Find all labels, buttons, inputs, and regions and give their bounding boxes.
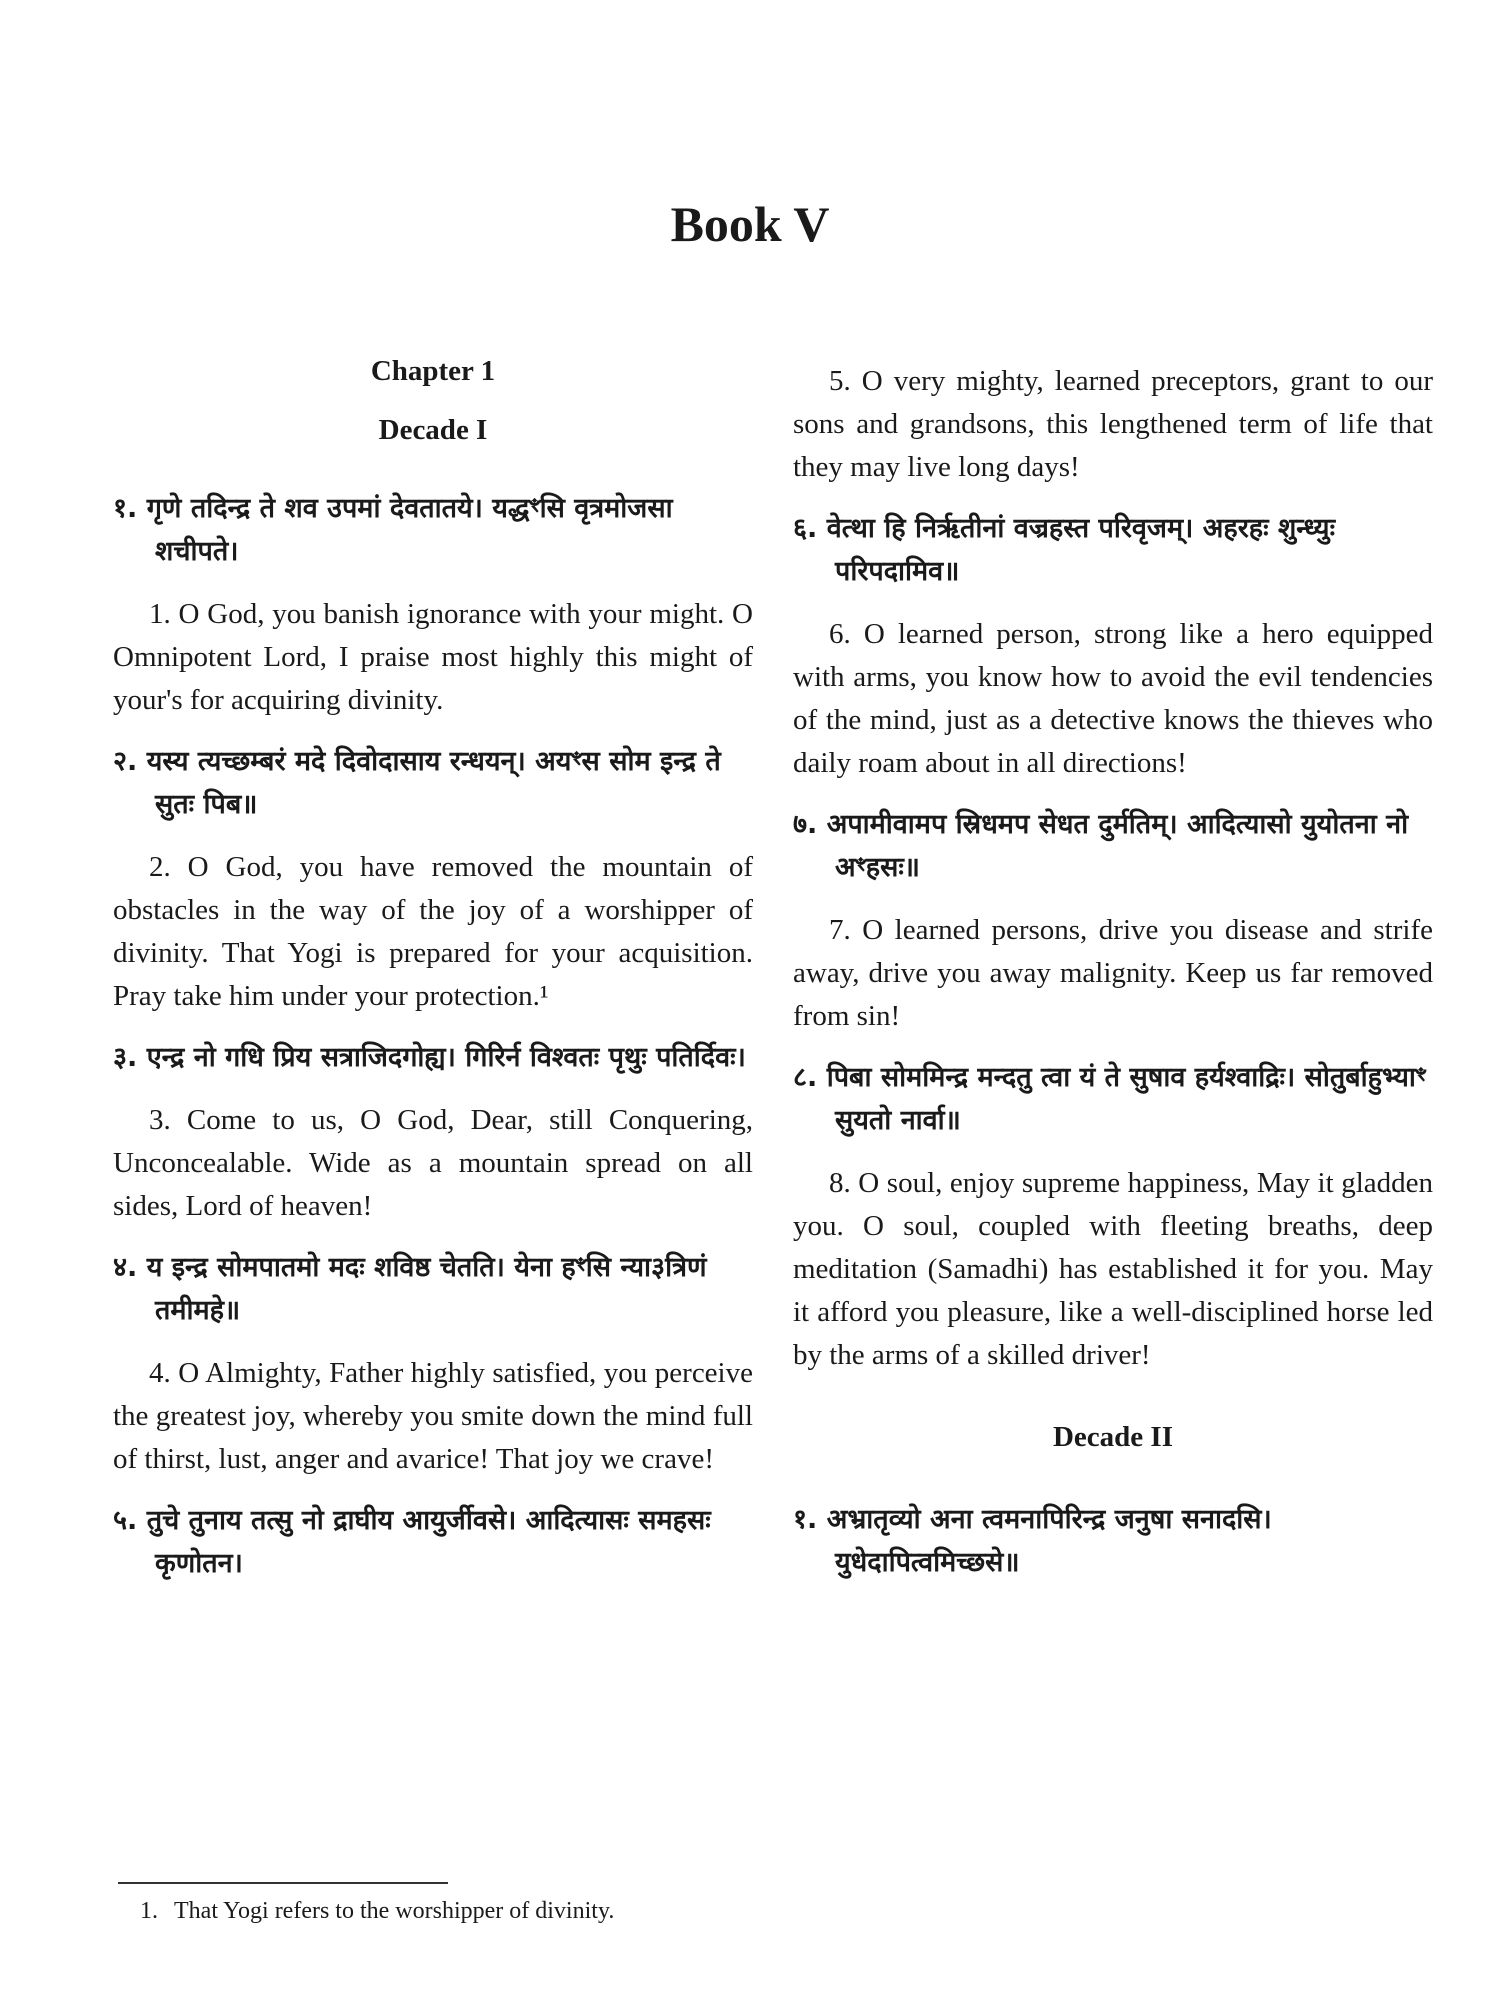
chapter-title: Chapter 1	[370, 355, 496, 387]
translation-verse-6: 6. O learned person, strong like a hero equipped with arms, you know how to avoid the evil tendencies of the mind, just as a detective knows the thieves who daily roam about in all directions!	[793, 618, 1433, 779]
sanskrit-verse-3: ३. एन्द्र नो गधि प्रिय सत्राजिदगोह्य। गिरिर्न विश्वतः पृथुः पतिर्दिवः।	[113, 1042, 746, 1073]
sanskrit-verse-4: ४. य इन्द्र सोमपातमो मदः शविष्ठ चेतति। येना हꣳसि न्या३त्रिणं तमीमहे॥	[113, 1252, 707, 1326]
translation-verse-2: 2. O God, you have removed the mountain of obstacles in the way of the joy of a worshipper of divinity. That Yogi is prepared for your acquisition. Pray take him under your protection.¹	[113, 851, 753, 1012]
sanskrit-verse-2: २. यस्य त्यच्छम्बरं मदे दिवोदासाय रन्धयन्। अयꣳस सोम इन्द्र ते सुतः पिब॥	[113, 746, 721, 820]
sanskrit-verse-6: ६. वेत्था हि निर्ऋतीनां वज्रहस्त परिवृजम्। अहरहः शुन्ध्युः परिपदामिव॥	[793, 513, 1336, 587]
translation-verse-1: 1. O God, you banish ignorance with your might. O Omnipotent Lord, I praise most highly this might of your's for acquiring divinity.	[113, 598, 753, 716]
left-column	[113, 355, 753, 1605]
translation-verse-8: 8. O soul, enjoy supreme happiness, May it gladden you. O soul, coupled with fleeting breaths, deep meditation (Samadhi) has established it for you. May it afford you pleasure, like a well-disciplined horse led by the arms of a skilled driver!	[793, 1167, 1433, 1371]
footnote-divider	[118, 1882, 448, 1884]
footnote-number: 1.	[140, 1898, 158, 1924]
book-title: Book V	[670, 196, 830, 252]
decade-title: Decade I	[378, 414, 488, 446]
translation-verse-7: 7. O learned persons, drive you disease and strife away, drive you away malignity. Keep us far removed from sin!	[793, 914, 1433, 1032]
sanskrit-verse-8: ८. पिबा सोममिन्द्र मन्दतु त्वा यं ते सुषाव हर्यश्वाद्रिः। सोतुर्बाहुभ्याꣳ सुयतो नार्वा॥	[793, 1062, 1426, 1136]
translation-verse-5: 5. O very mighty, learned preceptors, grant to our sons and grandsons, this lengthened term of life that they may live long days!	[793, 365, 1433, 483]
sanskrit-verse-7: ७. अपामीवामप स्रिधमप सेधत दुर्मतिम्। आदित्यासो युयोतना नो अꣳहसः॥	[793, 809, 1409, 883]
right-column	[793, 360, 1433, 1604]
sanskrit-verse-1: १. गृणे तदिन्द्र ते शव उपमां देवतातये। यद्धꣳसि वृत्रमोजसा शचीपते।	[113, 493, 673, 567]
footnote	[140, 1895, 1040, 1927]
translation-verse-4: 4. O Almighty, Father highly satisfied, you perceive the greatest joy, whereby you smite down the mind full of thirst, lust, anger and avarice! That joy we crave!	[113, 1357, 753, 1475]
translation-verse-3: 3. Come to us, O God, Dear, still Conquering, Unconcealable. Wide as a mountain spread on all sides, Lord of heaven!	[113, 1104, 753, 1222]
decade-2-sanskrit-verse-1: १. अभ्रातृव्यो अना त्वमनापिरिन्द्र जनुषा सनादसि। युधेदापित्वमिच्छसे॥	[793, 1504, 1272, 1578]
decade-2-title: Decade II	[1052, 1421, 1173, 1453]
sanskrit-verse-5: ५. तुचे तुनाय तत्सु नो द्राघीय आयुर्जीवसे। आदित्यासः समहसः कृणोतन।	[113, 1505, 711, 1579]
footnote-text: That Yogi refers to the worshipper of divinity.	[174, 1898, 615, 1924]
